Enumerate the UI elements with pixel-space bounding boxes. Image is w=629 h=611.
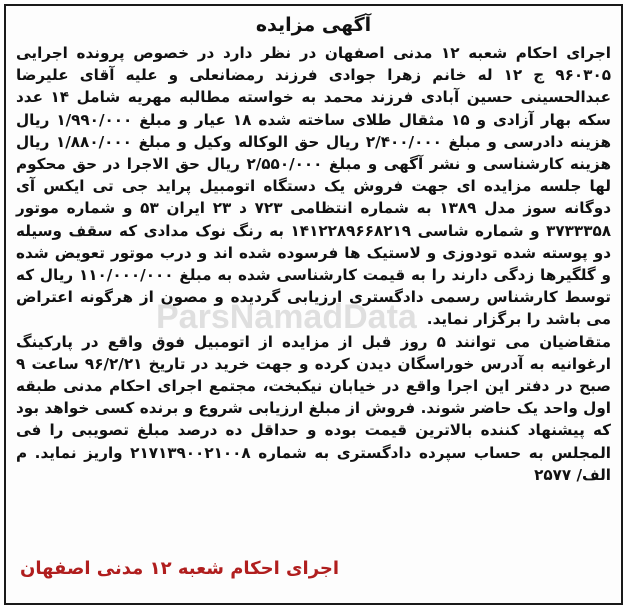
notice-paragraph-terms: متقاضیان می توانند ۵ روز قبل از مزایده از اتومبیل فوق واقع در پارکینگ ارغوانیه به آدرس خوراسگان دیدن کرده و جهت خرید در تاریخ ۹۶/۲/۲۱ ساعت ۹ صبح در دفتر این اجرا واقع در خیابان نیکبخت، مجتمع اجرای احکام مدنی طبقه اول واحد یک حاضر شوند. فروش از مبلغ ارزیابی شروع و برنده کسی خواهد بود که پیشنهاد کننده بالاترین قیمت بوده و حداقل ده درصد مبلغ تصویبی را فی المجلس به حساب سپرده دادگستری به شماره ۲۱۷۱۳۹۰۰۲۱۰۰۸ واریز نماید. م الف/ ۲۵۷۷ <box>16 332 611 484</box>
notice-body <box>16 42 611 486</box>
notice-signature: اجرای احکام شعبه ۱۲ مدنی اصفهان <box>20 558 340 579</box>
notice-frame <box>4 4 623 605</box>
watermark-logo: ParsNamadData <box>156 298 417 336</box>
notice-paragraph-main: اجرای احکام شعبه ۱۲ مدنی اصفهان در نظر دارد در خصوص پرونده اجرایی ۹۶۰۳۰۵ ج ۱۲ له خانم زهرا جوادی فرزند رمضانعلی و علیه آقای علیرضا عبدالحسینی حسین آبادی فرزند محمد به خواسته مطالبه مهریه شامل ۱۴ عدد سکه بهار آزادی و ۱۵ مثقال طلای ساخته شده ۱۸ عیار و مبلغ ۱/۹۹۰/۰۰۰ ریال هزینه دادرسی و مبلغ ۲/۴۰۰/۰۰۰ ریال حق الوکاله وکیل و مبلغ ۱/۸۸۰/۰۰۰ ریال هزینه کارشناسی و نشر آگهی و مبلغ ۲/۵۵۰/۰۰۰ ریال حق الاجرا در حق محکوم لها جلسه مزایده ای جهت فروش یک دستگاه اتومبیل پراید جی تی ایکس آی دوگانه سوز مدل ۱۳۸۹ به شماره انتظامی ۷۲۳ د ۲۳ ایران ۵۳ و شماره موتور ۳۷۳۳۳۵۸ و شماره شاسی ۱۴۱۲۲۸۹۶۶۸۲۱۹ به رنگ نوک مدادی که سقف وسیله دو پوسته شده تودوزی و لاستیک ها فرسوده شده اند و درب موتور تعویض شده و گلگیرها زدگی دارند را به قیمت کارشناسی شده به مبلغ ۱۱۰/۰۰۰/۰۰۰ ریال که توسط کارشناس رسمی دادگستری ارزیابی گردیده و مصون از هرگونه اعتراض می باشد را برگزار نماید. <box>16 44 612 329</box>
notice-title: آگهی مزایده <box>255 14 372 36</box>
